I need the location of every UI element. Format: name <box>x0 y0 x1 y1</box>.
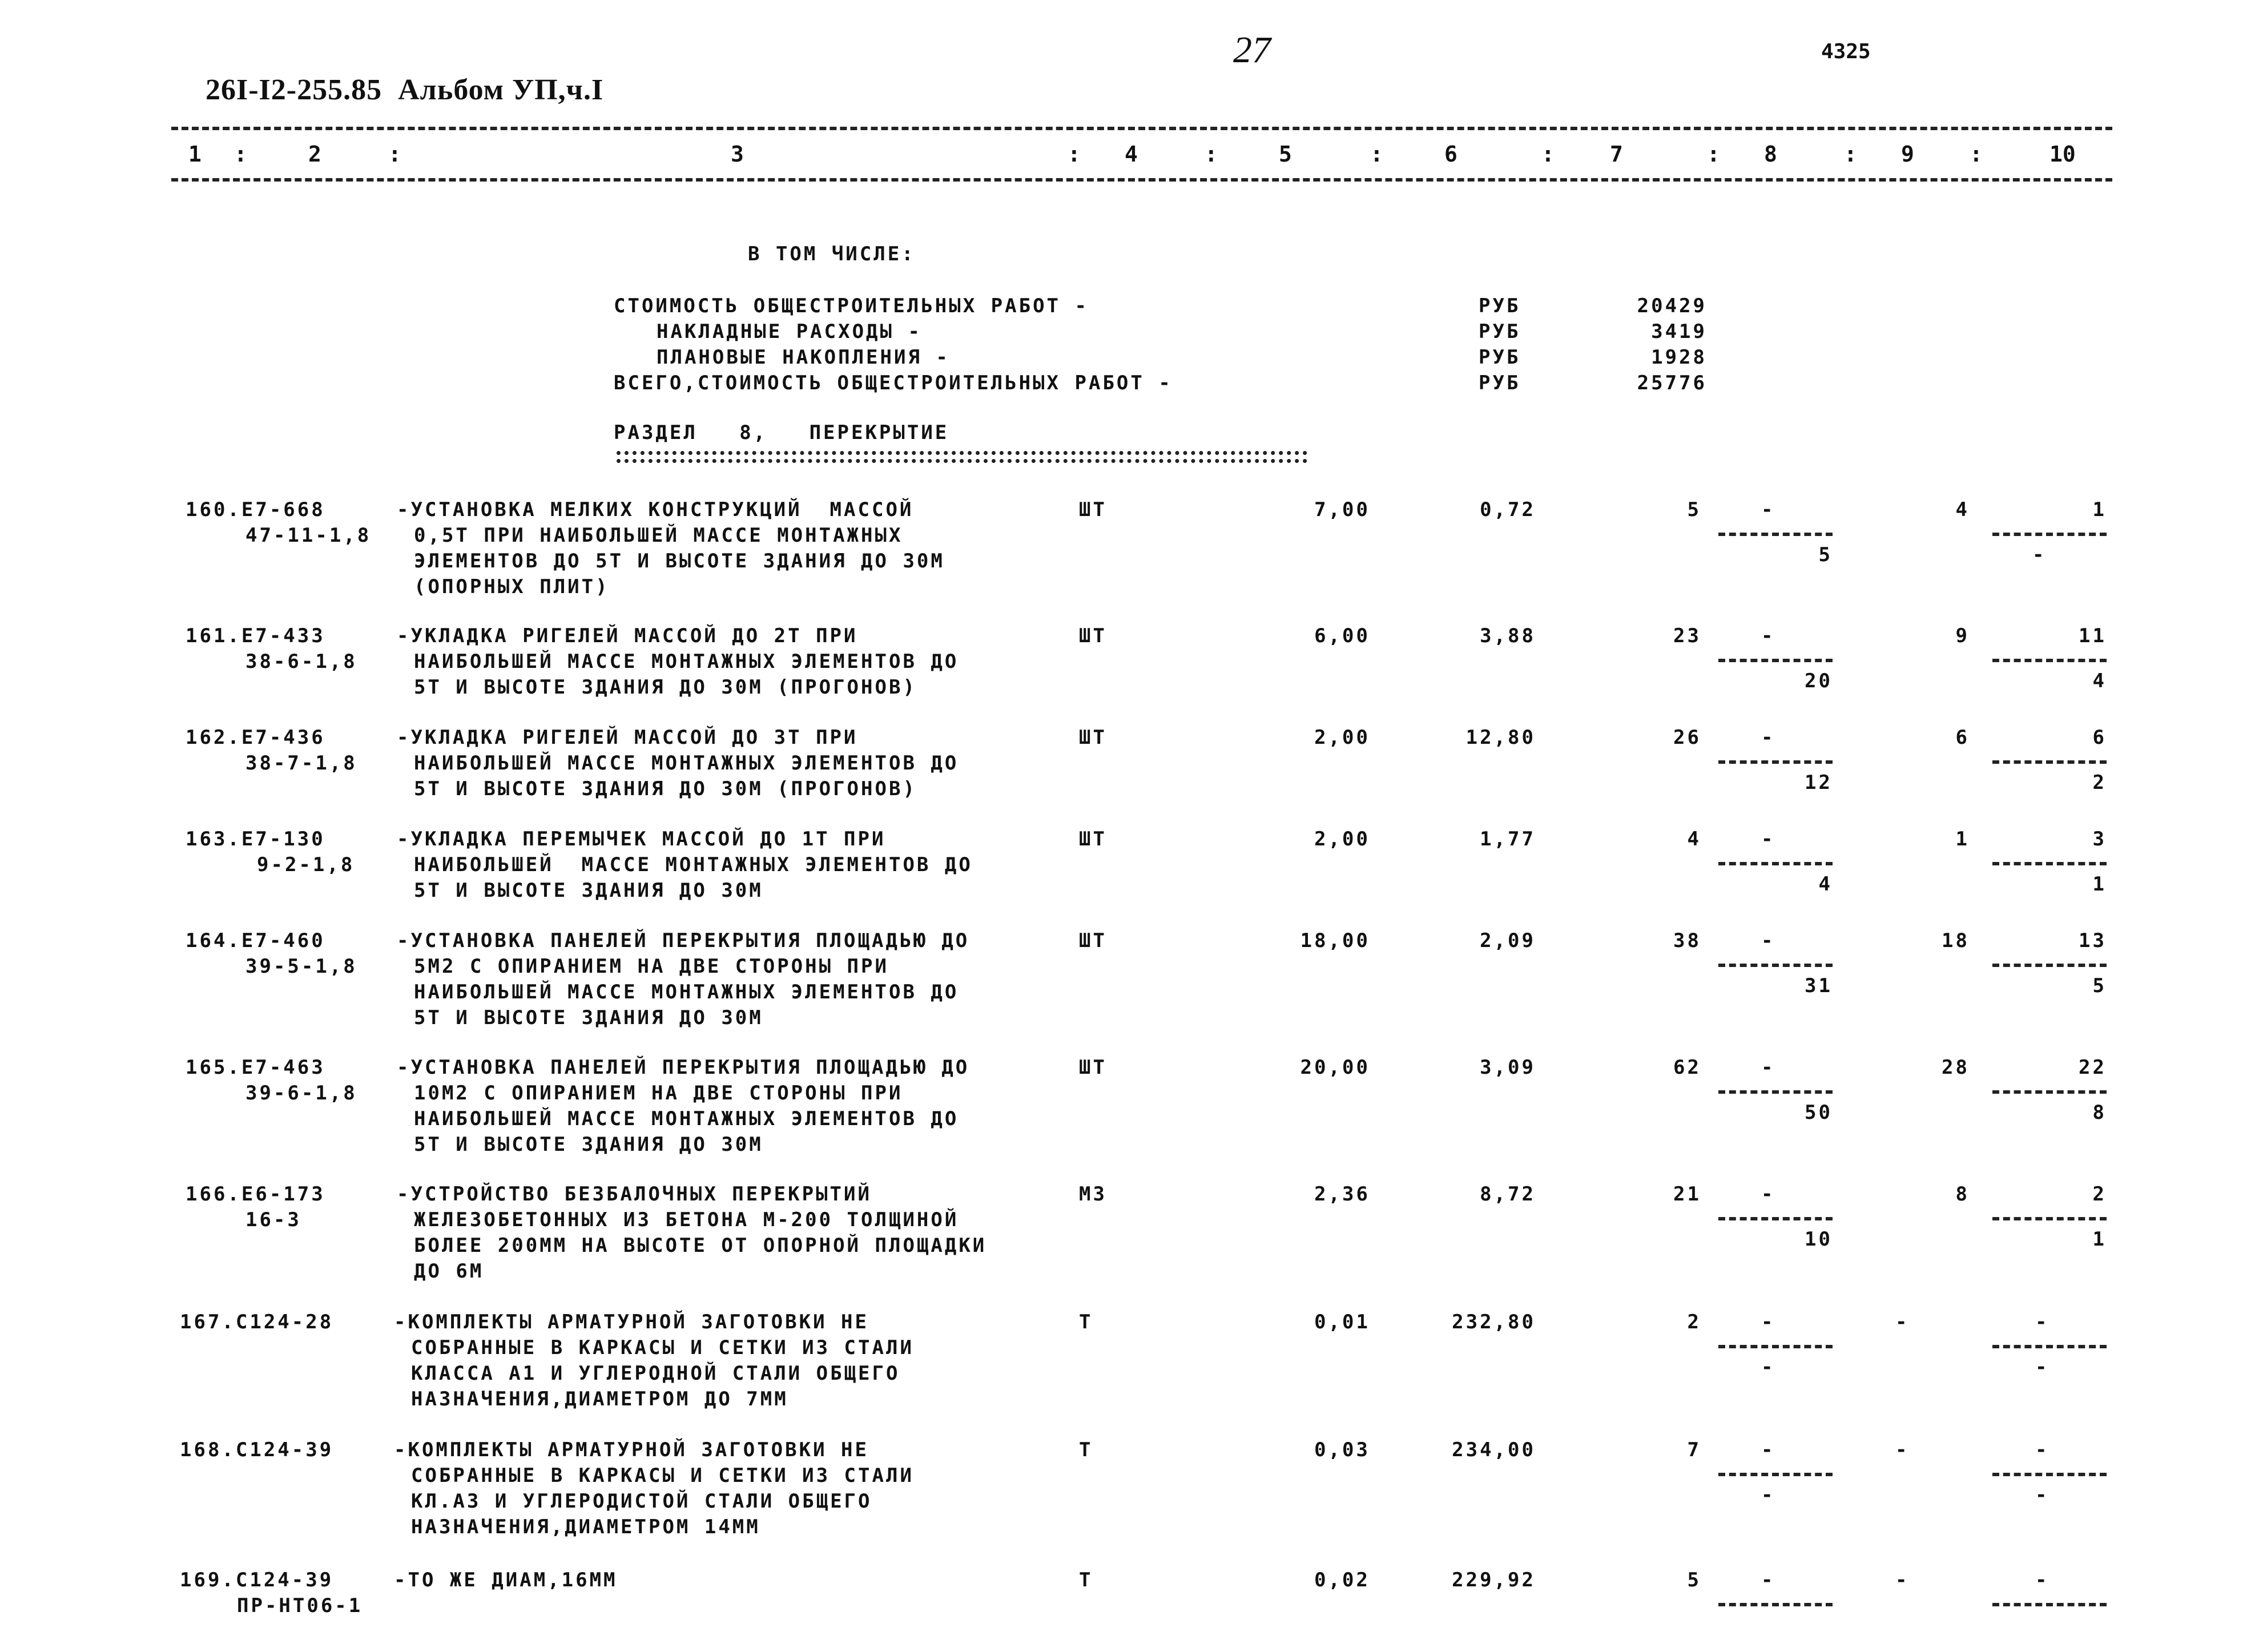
col10-top: 13 <box>2079 929 2107 952</box>
col-num-6: 6 <box>1444 142 1457 167</box>
item-total: 38 <box>1673 929 1701 952</box>
col10-top: - <box>2035 1569 2049 1591</box>
item-desc-line: -КОМПЛЕКТЫ АРМАТУРНОЙ ЗАГОТОВКИ НЕ <box>394 1311 869 1333</box>
item-desc-line: НАЗНАЧЕНИЯ,ДИАМЕТРОМ 14ММ <box>411 1516 760 1538</box>
col8-bottom: 12 <box>1805 771 1833 794</box>
item-qty: 6,00 <box>1314 624 1370 647</box>
item-price: 3,88 <box>1480 624 1536 647</box>
item-unit: ШТ <box>1079 929 1107 952</box>
fraction-line <box>1718 1090 1833 1094</box>
col10-bottom: - <box>2032 543 2047 566</box>
item-desc-line: -УКЛАДКА РИГЕЛЕЙ МАССОЙ ДО 3Т ПРИ <box>397 726 858 749</box>
summary-value: 20429 <box>1637 295 1707 317</box>
col-separator: : <box>1068 142 1081 167</box>
col10-top: 11 <box>2079 624 2107 647</box>
col8-top: - <box>1761 1439 1775 1461</box>
col8-top: - <box>1761 828 1775 851</box>
summary-unit: РУБ <box>1479 372 1521 394</box>
item-code: 165.Е7-463 <box>186 1056 325 1079</box>
item-total: 7 <box>1687 1439 1701 1461</box>
col10-top: - <box>2035 1311 2049 1333</box>
fraction-line <box>1992 1473 2107 1476</box>
col-num-8: 8 <box>1764 142 1777 167</box>
col10-top: 2 <box>2092 1183 2107 1206</box>
fraction-line <box>1992 533 2107 536</box>
item-qty: 2,00 <box>1314 726 1370 749</box>
col8-bottom: 31 <box>1805 974 1833 997</box>
item-desc-line: КЛ.А3 И УГЛЕРОДИСТОЙ СТАЛИ ОБЩЕГО <box>411 1490 872 1513</box>
item-desc-line: 0,5Т ПРИ НАИБОЛЬШЕЙ МАССЕ МОНТАЖНЫХ <box>414 524 903 547</box>
summary-value: 25776 <box>1637 372 1707 394</box>
summary-label: ВСЕГО,СТОИМОСТЬ ОБЩЕСТРОИТЕЛЬНЫХ РАБОТ - <box>614 372 1173 394</box>
item-total: 21 <box>1673 1183 1701 1206</box>
item-total: 5 <box>1687 1569 1701 1591</box>
item-desc-line: -УСТРОЙСТВО БЕЗБАЛОЧНЫХ ПЕРЕКРЫТИЙ <box>397 1183 872 1206</box>
col-separator: : <box>1541 142 1555 167</box>
col8-bottom: 10 <box>1805 1228 1833 1251</box>
item-qty: 0,01 <box>1314 1311 1370 1333</box>
item-code-sub: 39-5-1,8 <box>245 955 357 978</box>
item-price: 229,92 <box>1452 1569 1536 1591</box>
item-unit: ШТ <box>1079 828 1107 851</box>
item-code: 169.С124-39 <box>180 1569 334 1591</box>
col9: 8 <box>1955 1183 1970 1206</box>
col10-bottom: - <box>2035 1356 2049 1379</box>
fraction-line <box>1718 760 1833 764</box>
col8-bottom: 20 <box>1805 670 1833 692</box>
item-code-sub: 16-3 <box>245 1208 301 1231</box>
document-code: 26I-I2-255.85 Альбом УП,ч.I <box>206 74 604 106</box>
item-code-sub: ПР-НТ06-1 <box>237 1594 363 1617</box>
item-desc-line: 5Т И ВЫСОТЕ ЗДАНИЯ ДО 30М <box>414 1006 763 1029</box>
item-desc-line: НАИБОЛЬШЕЙ МАССЕ МОНТАЖНЫХ ЭЛЕМЕНТОВ ДО <box>414 650 959 673</box>
fraction-line <box>1718 862 1833 865</box>
item-qty: 2,00 <box>1314 828 1370 851</box>
section-underline <box>617 459 1307 463</box>
col9: 4 <box>1955 498 1970 521</box>
item-price: 8,72 <box>1480 1183 1536 1206</box>
item-price: 2,09 <box>1480 929 1536 952</box>
fraction-line <box>1718 1345 1833 1348</box>
item-qty: 20,00 <box>1300 1056 1370 1079</box>
item-desc-line: НАИБОЛЬШЕЙ МАССЕ МОНТАЖНЫХ ЭЛЕМЕНТОВ ДО <box>414 1107 959 1130</box>
item-desc-line: ЖЕЛЕЗОБЕТОННЫХ ИЗ БЕТОНА М-200 ТОЛЩИНОЙ <box>414 1208 959 1231</box>
item-desc-line: -ТО ЖЕ ДИАМ,16ММ <box>394 1569 618 1591</box>
item-unit: Т <box>1079 1311 1093 1333</box>
item-price: 1,77 <box>1480 828 1536 851</box>
item-desc-line: НАИБОЛЬШЕЙ МАССЕ МОНТАЖНЫХ ЭЛЕМЕНТОВ ДО <box>414 853 973 876</box>
col10-bottom: 8 <box>2092 1101 2107 1124</box>
fraction-line <box>1992 1603 2107 1606</box>
item-qty: 7,00 <box>1314 498 1370 521</box>
item-unit: Т <box>1079 1569 1093 1591</box>
col-separator: : <box>1370 142 1383 167</box>
item-unit: ШТ <box>1079 498 1107 521</box>
col8-top: - <box>1761 1569 1775 1591</box>
col9: - <box>1895 1439 1910 1461</box>
col-separator: : <box>234 142 247 167</box>
item-desc-line: 10М2 С ОПИРАНИЕМ НА ДВЕ СТОРОНЫ ПРИ <box>414 1082 903 1105</box>
col-num-2: 2 <box>308 142 321 167</box>
item-code-sub: 47-11-1,8 <box>245 524 372 547</box>
item-total: 23 <box>1673 624 1701 647</box>
fraction-line <box>1718 533 1833 536</box>
fraction-line <box>1718 1473 1833 1476</box>
section-underline <box>617 451 1307 455</box>
fraction-line <box>1992 659 2107 662</box>
col-num-1: 1 <box>188 142 202 167</box>
item-desc-line: НАИБОЛЬШЕЙ МАССЕ МОНТАЖНЫХ ЭЛЕМЕНТОВ ДО <box>414 752 959 775</box>
item-code-sub: 9-2-1,8 <box>257 853 355 876</box>
item-desc-line: 5М2 С ОПИРАНИЕМ НА ДВЕ СТОРОНЫ ПРИ <box>414 955 889 978</box>
item-total: 5 <box>1687 498 1701 521</box>
item-total: 26 <box>1673 726 1701 749</box>
page-code: 4325 <box>1821 40 1871 63</box>
header-rule-bottom <box>171 178 2112 182</box>
item-price: 3,09 <box>1480 1056 1536 1079</box>
item-price: 12,80 <box>1465 726 1536 749</box>
item-price: 0,72 <box>1480 498 1536 521</box>
col10-bottom: 1 <box>2092 1228 2107 1251</box>
col-separator: : <box>388 142 401 167</box>
item-desc-line: -УСТАНОВКА МЕЛКИХ КОНСТРУКЦИЙ МАССОЙ <box>397 498 914 521</box>
item-unit: ШТ <box>1079 624 1107 647</box>
item-total: 2 <box>1687 1311 1701 1333</box>
item-desc-line: ЭЛЕМЕНТОВ ДО 5Т И ВЫСОТЕ ЗДАНИЯ ДО 30М <box>414 550 945 573</box>
item-unit: М3 <box>1079 1183 1107 1206</box>
item-unit: Т <box>1079 1439 1093 1461</box>
item-desc-line: 5Т И ВЫСОТЕ ЗДАНИЯ ДО 30М (ПРОГОНОВ) <box>414 676 917 699</box>
col-separator: : <box>1707 142 1720 167</box>
col9: 28 <box>1942 1056 1970 1079</box>
col-separator: : <box>1205 142 1218 167</box>
item-unit: ШТ <box>1079 1056 1107 1079</box>
col-num-5: 5 <box>1279 142 1292 167</box>
summary-label: НАКЛАДНЫЕ РАСХОДЫ - <box>657 320 922 343</box>
fraction-line <box>1992 1090 2107 1094</box>
page-number: 27 <box>1233 29 1271 71</box>
col8-top: - <box>1761 498 1775 521</box>
item-desc-line: -УКЛАДКА ПЕРЕМЫЧЕК МАССОЙ ДО 1Т ПРИ <box>397 828 886 851</box>
item-desc-line: -КОМПЛЕКТЫ АРМАТУРНОЙ ЗАГОТОВКИ НЕ <box>394 1439 869 1461</box>
summary-unit: РУБ <box>1479 346 1521 369</box>
col10-bottom: 5 <box>2092 974 2107 997</box>
fraction-line <box>1992 760 2107 764</box>
col8-bottom: - <box>1761 1356 1775 1379</box>
item-total: 4 <box>1687 828 1701 851</box>
item-price: 234,00 <box>1452 1439 1536 1461</box>
col9: - <box>1895 1569 1910 1591</box>
col9: 1 <box>1955 828 1970 851</box>
item-desc-line: СОБРАННЫЕ В КАРКАСЫ И СЕТКИ ИЗ СТАЛИ <box>411 1464 914 1487</box>
summary-label: ПЛАНОВЫЕ НАКОПЛЕНИЯ - <box>657 346 950 369</box>
item-code: 167.С124-28 <box>180 1311 334 1333</box>
item-unit: ШТ <box>1079 726 1107 749</box>
item-code: 161.Е7-433 <box>186 624 325 647</box>
col8-top: - <box>1761 726 1775 749</box>
col10-bottom: 2 <box>2092 771 2107 794</box>
item-code: 166.Е6-173 <box>186 1183 325 1206</box>
col8-top: - <box>1761 624 1775 647</box>
col-separator: : <box>1844 142 1857 167</box>
item-desc-line: НАИБОЛЬШЕЙ МАССЕ МОНТАЖНЫХ ЭЛЕМЕНТОВ ДО <box>414 981 959 1004</box>
item-code: 160.Е7-668 <box>186 498 325 521</box>
col10-top: 6 <box>2092 726 2107 749</box>
col8-top: - <box>1761 929 1775 952</box>
item-desc-line: БОЛЕЕ 200ММ НА ВЫСОТЕ ОТ ОПОРНОЙ ПЛОЩАДКИ <box>414 1234 987 1257</box>
summary-unit: РУБ <box>1479 320 1521 343</box>
fraction-line <box>1718 964 1833 967</box>
col8-bottom: 50 <box>1805 1101 1833 1124</box>
item-code: 163.Е7-130 <box>186 828 325 851</box>
col8-top: - <box>1761 1056 1775 1079</box>
item-desc-line: 5Т И ВЫСОТЕ ЗДАНИЯ ДО 30М <box>414 1133 763 1156</box>
item-desc-line: -УСТАНОВКА ПАНЕЛЕЙ ПЕРЕКРЫТИЯ ПЛОЩАДЬЮ ДО <box>397 1056 970 1079</box>
header-rule-top <box>171 127 2112 130</box>
col9: 9 <box>1955 624 1970 647</box>
item-desc-line: НАЗНАЧЕНИЯ,ДИАМЕТРОМ ДО 7ММ <box>411 1388 788 1411</box>
item-code: 162.Е7-436 <box>186 726 325 749</box>
fraction-line <box>1718 1217 1833 1220</box>
col10-top: 22 <box>2079 1056 2107 1079</box>
summary-value: 1928 <box>1651 346 1707 369</box>
col8-top: - <box>1761 1183 1775 1206</box>
summary-label: СТОИМОСТЬ ОБЩЕСТРОИТЕЛЬНЫХ РАБОТ - <box>614 295 1089 317</box>
col-separator: : <box>1970 142 1983 167</box>
fraction-line <box>1992 1345 2107 1348</box>
summary-unit: РУБ <box>1479 295 1521 317</box>
item-desc-line: -УКЛАДКА РИГЕЛЕЙ МАССОЙ ДО 2Т ПРИ <box>397 624 858 647</box>
col10-bottom: - <box>2035 1484 2049 1506</box>
col-num-10: 10 <box>2049 142 2076 167</box>
item-price: 232,80 <box>1452 1311 1536 1333</box>
col-num-3: 3 <box>731 142 744 167</box>
col9: - <box>1895 1311 1910 1333</box>
item-desc-line: (ОПОРНЫХ ПЛИТ) <box>414 575 610 598</box>
col10-bottom: 1 <box>2092 873 2107 896</box>
item-code: 164.Е7-460 <box>186 929 325 952</box>
col10-top: - <box>2035 1439 2049 1461</box>
col8-bottom: 5 <box>1818 543 1833 566</box>
item-code: 168.С124-39 <box>180 1439 334 1461</box>
col-num-7: 7 <box>1610 142 1623 167</box>
col8-top: - <box>1761 1311 1775 1333</box>
item-code-sub: 39-6-1,8 <box>245 1082 357 1105</box>
item-desc-line: КЛАССА А1 И УГЛЕРОДНОЙ СТАЛИ ОБЩЕГО <box>411 1362 900 1385</box>
summary-value: 3419 <box>1651 320 1707 343</box>
item-desc-line: СОБРАННЫЕ В КАРКАСЫ И СЕТКИ ИЗ СТАЛИ <box>411 1336 914 1359</box>
col8-bottom: - <box>1761 1484 1775 1506</box>
item-desc-line: 5Т И ВЫСОТЕ ЗДАНИЯ ДО 30М (ПРОГОНОВ) <box>414 777 917 800</box>
item-desc-line: -УСТАНОВКА ПАНЕЛЕЙ ПЕРЕКРЫТИЯ ПЛОЩАДЬЮ ДО <box>397 929 970 952</box>
col9: 6 <box>1955 726 1970 749</box>
item-qty: 2,36 <box>1314 1183 1370 1206</box>
summary-intro: В ТОМ ЧИСЛЕ: <box>748 243 916 265</box>
col9: 18 <box>1942 929 1970 952</box>
fraction-line <box>1992 964 2107 967</box>
item-qty: 0,02 <box>1314 1569 1370 1591</box>
col8-bottom: 4 <box>1818 873 1833 896</box>
col10-top: 1 <box>2092 498 2107 521</box>
item-desc-line: ДО 6М <box>414 1260 484 1283</box>
fraction-line <box>1718 1603 1833 1606</box>
col-num-9: 9 <box>1901 142 1914 167</box>
item-code-sub: 38-6-1,8 <box>245 650 357 673</box>
col10-bottom: 4 <box>2092 670 2107 692</box>
item-qty: 18,00 <box>1300 929 1370 952</box>
col-num-4: 4 <box>1125 142 1138 167</box>
fraction-line <box>1992 1217 2107 1220</box>
section-title: РАЗДЕЛ 8, ПЕРЕКРЫТИЕ <box>614 421 949 444</box>
item-code-sub: 38-7-1,8 <box>245 752 357 775</box>
item-total: 62 <box>1673 1056 1701 1079</box>
col10-top: 3 <box>2092 828 2107 851</box>
fraction-line <box>1992 862 2107 865</box>
item-qty: 0,03 <box>1314 1439 1370 1461</box>
item-desc-line: 5Т И ВЫСОТЕ ЗДАНИЯ ДО 30М <box>414 879 763 902</box>
fraction-line <box>1718 659 1833 662</box>
